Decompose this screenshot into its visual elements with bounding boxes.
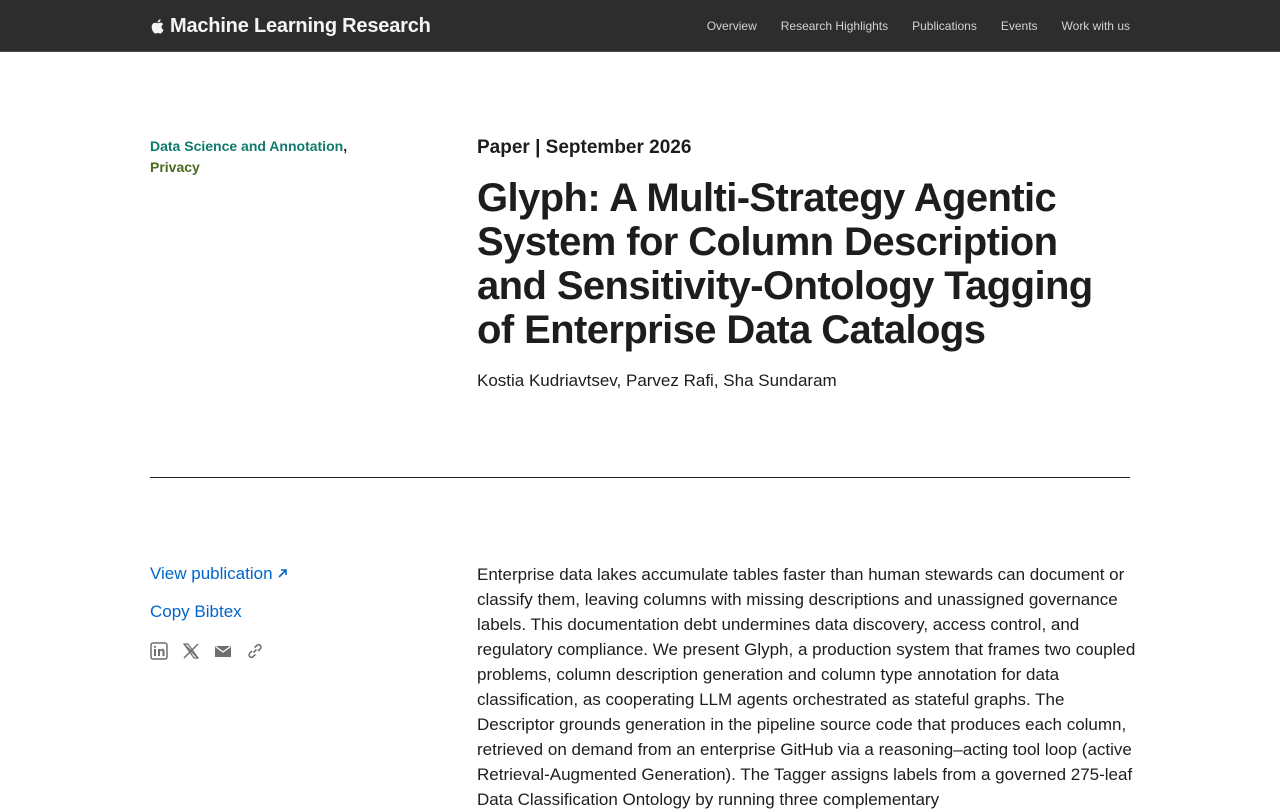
link-icon[interactable] (246, 642, 264, 660)
nav-link-events[interactable]: Events (1000, 19, 1038, 33)
nav-link-work-with-us[interactable]: Work with us (1061, 19, 1130, 33)
brand-title: Machine Learning Research (170, 14, 431, 37)
brand-link[interactable] (150, 13, 431, 39)
nav-link-publications[interactable]: Publications (912, 19, 977, 33)
section-divider (150, 477, 1130, 478)
topic-link-privacy[interactable]: Privacy (150, 159, 200, 175)
linkedin-icon[interactable] (150, 642, 168, 660)
apple-logo-icon (150, 18, 164, 35)
nav-link-research-highlights[interactable]: Research Highlights (780, 19, 889, 33)
email-icon[interactable] (214, 642, 232, 660)
x-icon[interactable] (182, 642, 200, 660)
nav-links (707, 0, 1130, 52)
paper-authors: Kostia Kudriavtsev, Parvez Rafi, Sha Sundaram (477, 371, 837, 390)
share-icons (150, 642, 410, 660)
paper-abstract: Enterprise data lakes accumulate tables faster than human stewards can document or classify them, leaving columns with missing descriptions and unassigned governance labels. This documentation debt undermines data discovery, access control, and regulatory compliance. We present Glyph, a production system that frames two coupled problems, column description generation and column type annotation for data classification, as cooperating LLM agents orchestrated as stateful graphs. The Descriptor grounds generation in the pipeline source code that produces each column, retrieved on demand from an enterprise GitHub via a reasoning–acting tool loop (active Retrieval-Augmented Generation). The Tagger assigns labels from a governed 275-leaf Data Classification Ontology by running three complementary (477, 565, 1136, 809)
top-navigation (0, 0, 1280, 52)
view-publication-label: View publication (150, 564, 273, 583)
topic-separator: , (343, 138, 348, 154)
paper-title: Glyph: A Multi-Strategy Agentic System for Column Description and Sensitivity-Ontology Tagging of Enterprise Data Catalogs (477, 176, 1093, 352)
external-arrow-icon (277, 568, 288, 579)
copy-bibtex-link[interactable]: Copy Bibtex (150, 602, 242, 621)
nav-link-overview[interactable]: Overview (706, 19, 757, 33)
paper-meta: Paper | September 2026 (477, 137, 692, 158)
side-actions (150, 562, 410, 660)
view-publication-link[interactable] (150, 562, 410, 586)
topic-link-data-science[interactable]: Data Science and Annotation (150, 138, 344, 154)
topic-tags (150, 136, 410, 178)
